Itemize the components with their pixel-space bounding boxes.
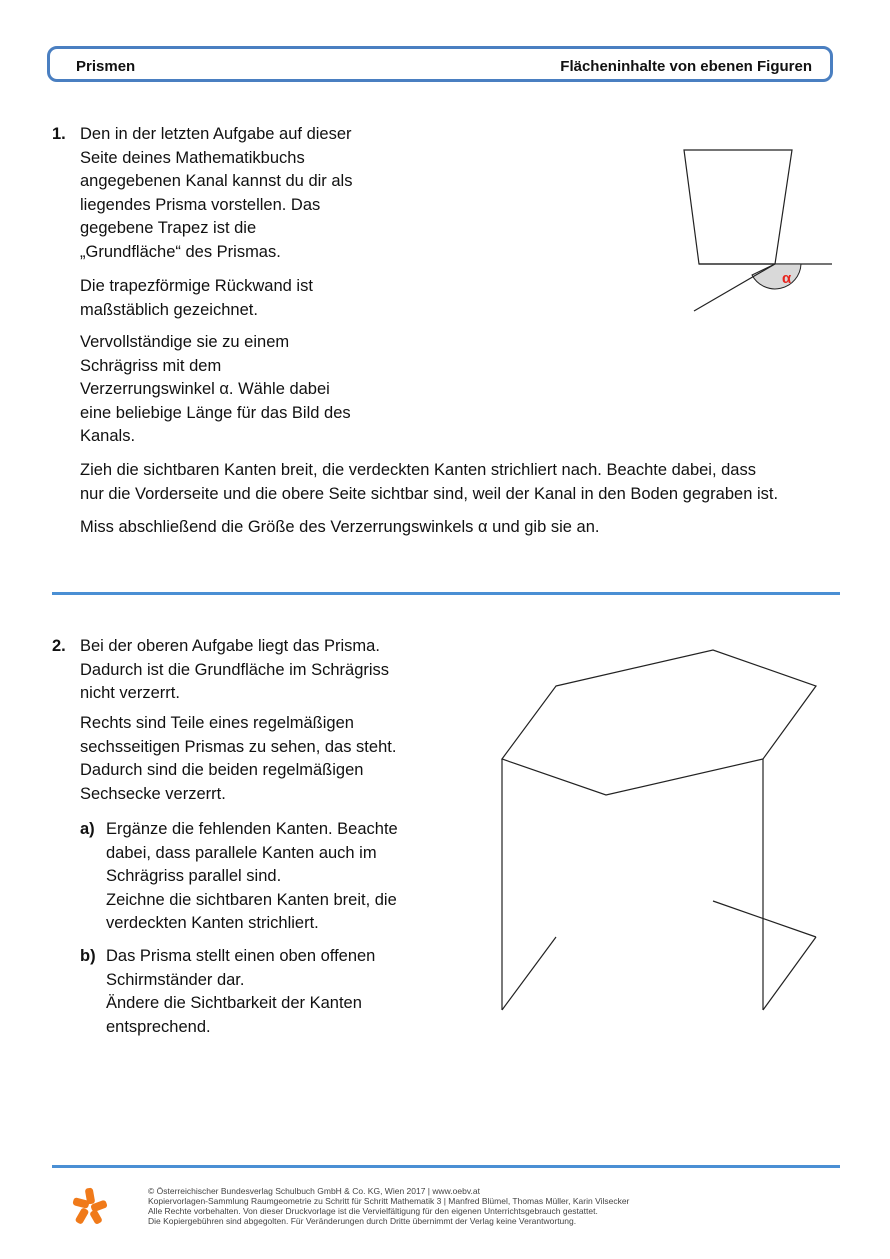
angle-arc bbox=[752, 264, 801, 289]
task-1-measure-note bbox=[80, 516, 599, 540]
text-line: nicht verzerrt. bbox=[80, 684, 180, 702]
text-line: „Grundfläche“ des Prismas. bbox=[80, 242, 281, 261]
text-line: dabei, dass parallele Kanten auch im bbox=[106, 843, 377, 862]
trapezoid-back-wall bbox=[684, 150, 792, 264]
subtask-a-text bbox=[106, 818, 398, 936]
footer-line: Die Kopiergebühren sind abgegolten. Für Veränderungen durch Dritte übernimmt der Verlag keine Verantwortung. bbox=[148, 1216, 577, 1226]
top-hexagon bbox=[502, 650, 816, 795]
text-line: Kanals. bbox=[80, 427, 136, 445]
footer-line: © Österreichischer Bundesverlag Schulbuch GmbH & Co. KG, Wien 2017 | www.oebv.at bbox=[148, 1186, 480, 1196]
task-1-intro bbox=[80, 123, 352, 264]
text-line: Bei der oberen Aufgabe liegt das Prisma. bbox=[80, 637, 380, 655]
text-line: Verzerrungswinkel α. Wähle dabei bbox=[80, 380, 330, 398]
text-line: angegebenen Kanal kannst du dir als bbox=[80, 172, 353, 190]
text-line: Ergänze die fehlenden Kanten. Beachte bbox=[106, 820, 398, 838]
bottom-edge-back bbox=[713, 901, 816, 937]
task-1-number: 1. bbox=[52, 125, 66, 143]
task-1-edges-note bbox=[80, 459, 778, 506]
text-line: nur die Vorderseite und die obere Seite sichtbar sind, weil der Kanal in den Boden gegraben ist. bbox=[80, 484, 779, 503]
text-line: Sechsecke verzerrt. bbox=[80, 784, 226, 803]
subtask-a-label: a) bbox=[80, 820, 95, 838]
task-1-scale-note bbox=[80, 275, 313, 322]
section-divider bbox=[52, 592, 840, 595]
page-header bbox=[47, 46, 833, 82]
text-line: Dadurch sind die beiden regelmäßigen bbox=[80, 761, 364, 779]
bottom-edge-right bbox=[763, 937, 816, 1010]
text-line: Zieh die sichtbaren Kanten breit, die verdeckten Kanten strichliert nach. Beachte dabei, dass bbox=[80, 461, 756, 479]
task-2-hex-note bbox=[80, 712, 396, 806]
task-2-number: 2. bbox=[52, 637, 66, 655]
text-line: Ändere die Sichtbarkeit der Kanten bbox=[106, 994, 362, 1012]
text-line: Die trapezförmige Rückwand ist bbox=[80, 277, 313, 295]
subtask-b-label: b) bbox=[80, 947, 96, 965]
text-line: Seite deines Mathematikbuchs bbox=[80, 148, 305, 167]
copyright-footer bbox=[148, 1186, 629, 1226]
text-line: Das Prisma stellt einen oben offenen bbox=[106, 947, 376, 965]
text-line: maßstäblich gezeichnet. bbox=[80, 300, 258, 319]
text-line: verdeckten Kanten strichliert. bbox=[106, 914, 319, 932]
trapezoid-figure bbox=[660, 140, 840, 320]
text-line: entsprechend. bbox=[106, 1017, 211, 1036]
text-line: Schrägriss parallel sind. bbox=[106, 867, 282, 885]
task-2-intro bbox=[80, 635, 389, 706]
subtask-b-text bbox=[106, 945, 375, 1039]
text-line: Miss abschließend die Größe des Verzerrungswinkels α und gib sie an. bbox=[80, 518, 600, 536]
text-line: Schrägriss mit dem bbox=[80, 356, 222, 375]
footer-line: Kopiervorlagen-Sammlung Raumgeometrie zu Schritt für Schritt Mathematik 3 | Manfred Blümel, Thomas Müller, Karin Vilsecker bbox=[148, 1196, 630, 1206]
text-line: Schirmständer dar. bbox=[106, 970, 245, 989]
header-chapter: Flächeninhalte von ebenen Figuren bbox=[560, 58, 812, 75]
text-line: Zeichne die sichtbaren Kanten breit, die bbox=[106, 890, 397, 909]
alpha-label: α bbox=[782, 270, 792, 287]
header-topic: Prismen bbox=[76, 58, 136, 75]
text-line: Den in der letzten Aufgabe auf dieser bbox=[80, 125, 352, 143]
text-line: Vervollständige sie zu einem bbox=[80, 333, 290, 351]
footer-line: Alle Rechte vorbehalten. Von dieser Druckvorlage ist die Vervielfältigung für den eigenen Unterrichtsgebrauch gestattet. bbox=[148, 1206, 598, 1216]
text-line: sechsseitigen Prismas zu sehen, das steht. bbox=[80, 737, 397, 756]
hexagonal-prism-figure bbox=[490, 640, 830, 1020]
bottom-edge-left bbox=[502, 937, 556, 1010]
task-1-instruction bbox=[80, 331, 351, 449]
text-line: gegebene Trapez ist die bbox=[80, 219, 257, 237]
text-line: liegendes Prisma vorstellen. Das bbox=[80, 195, 321, 214]
text-line: Rechts sind Teile eines regelmäßigen bbox=[80, 714, 354, 732]
text-line: eine beliebige Länge für das Bild des bbox=[80, 403, 351, 422]
publisher-logo-icon bbox=[70, 1186, 110, 1226]
oblique-line bbox=[694, 264, 775, 311]
text-line: Dadurch ist die Grundfläche im Schrägriss bbox=[80, 660, 390, 679]
footer-divider bbox=[52, 1165, 840, 1168]
